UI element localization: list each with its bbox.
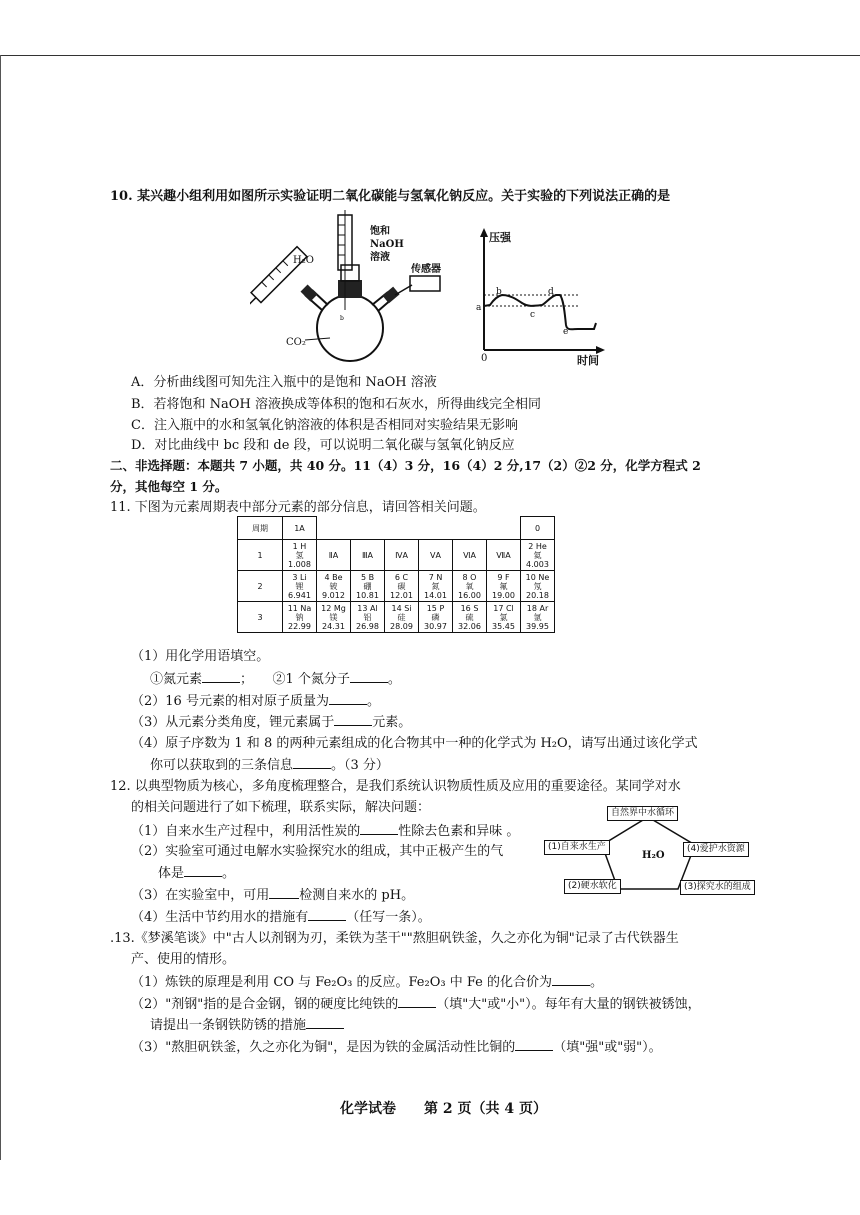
pt-element: 17 Cl 氯 35.45 — [487, 602, 521, 633]
q11-part3: （3）从元素分类角度，锂元素属于 元素。 — [131, 715, 412, 730]
pt-element: 9 F 氟 19.00 — [487, 571, 521, 602]
pt-element: 7 N 氮 14.01 — [419, 571, 453, 602]
q11-part1: （1）用化学用语填空。 — [131, 649, 270, 664]
pt-element-he: 2 He 氦 4.003 — [521, 540, 555, 571]
graph-xlabel: 时间 — [577, 354, 599, 367]
page-footer: 化学试卷 第 2 页（共 4 页） — [340, 1101, 547, 1117]
pt-element: 3 Li 锂 6.941 — [283, 571, 317, 602]
q11-part2: （2）16 号元素的相对原子质量为 。 — [131, 694, 380, 709]
label-co2: CO₂ — [286, 337, 306, 348]
pt-element: 13 Al 铝 26.98 — [351, 602, 385, 633]
pt-group-1a: 1A — [283, 517, 317, 540]
q10-option-b: B．若将饱和 NaOH 溶液换成等体积的饱和石灰水，所得曲线完全相同 — [131, 397, 541, 412]
q10-option-d: D．对比曲线中 bc 段和 de 段，可以说明二氧化碳与氢氧化钠反应 — [131, 438, 515, 453]
pt-group-7a: ⅦA — [487, 540, 521, 571]
pt-element: 8 O 氧 16.00 — [453, 571, 487, 602]
q10-stem: 10. 某兴趣小组利用如图所示实验证明二氧化碳能与氢氧化钠反应。关于实验的下列说法正确的是 — [110, 189, 671, 204]
q11-part1-line: ①氮元素 ； ②1 个氮分子 。 — [150, 672, 401, 687]
q11-part4: （4）原子序数为 1 和 8 的两种元素组成的化合物其中一种的化学式为 H₂O，请写出通过该化学式 — [131, 736, 698, 751]
pt-element: 6 C 碳 12.01 — [385, 571, 419, 602]
q10-option-a: A．分析曲线图可知先注入瓶中的是饱和 NaOH 溶液 — [131, 375, 437, 390]
pt-element: 14 Si 硅 28.09 — [385, 602, 419, 633]
pt-period-3: 3 — [238, 602, 283, 633]
section2-line2: 分，其他每空 1 分。 — [110, 479, 228, 494]
graph-point-b: b — [496, 287, 502, 297]
q12-part4: （4）生活中节约用水的措施有 （任写一条）。 — [131, 910, 431, 925]
section2-line1: 二、非选择题：本题共 7 小题，共 40 分。11（4）3 分，16（4）2 分,17（2）②2 分，化学方程式 2 — [110, 458, 701, 473]
q12-part2-line2: 体是 。 — [158, 866, 236, 881]
pt-element: 11 Na 钠 22.99 — [283, 602, 317, 633]
graph-point-c: c — [530, 310, 536, 320]
q13-part2-line2: 请提出一条钢铁防锈的措施 — [150, 1016, 344, 1035]
q13-stem-1: .13.《梦溪笔谈》中"古人以剂钢为刃，柔铁为茎干""熬胆矾铁釜，久之亦化为铜"记录了古代铁器生 — [110, 931, 679, 946]
label-naoh-2: NaOH — [370, 239, 404, 250]
label-naoh-1: 饱和 — [370, 226, 390, 237]
pt-period-1: 1 — [238, 540, 283, 571]
pt-element: 15 P 磷 30.97 — [419, 602, 453, 633]
q13-part1: （1）炼铁的原理是利用 CO 与 Fe₂O₃ 的反应。Fe₂O₃ 中 Fe 的化合价为 。 — [131, 975, 603, 990]
pentagon-left: (1)自来水生产 — [544, 840, 610, 855]
pt-element: 4 Be 铍 9.012 — [317, 571, 351, 602]
graph-ylabel: 压强 — [489, 231, 511, 244]
pentagon-bottom-right: (3)探究水的组成 — [680, 880, 755, 895]
periodic-table — [237, 516, 555, 633]
pt-element: 5 B 硼 10.81 — [351, 571, 385, 602]
pt-group-6a: ⅥA — [453, 540, 487, 571]
q12-part1: （1）自来水生产过程中，利用活性炭的 性除去色素和异味 。 — [131, 824, 520, 839]
pt-period-2: 2 — [238, 571, 283, 602]
q12-stem-1: 12. 以典型物质为核心，多角度梳理整合，是我们系统认识物质性质及应用的重要途径。某同学对水 — [110, 779, 681, 794]
pt-group-3a: ⅢA — [351, 540, 385, 571]
label-sensor: 传感器 — [411, 264, 441, 275]
q13-stem-2: 产、使用的情形。 — [131, 952, 236, 967]
pentagon-top: 自然界中水循环 — [607, 806, 678, 821]
apparatus-diagram — [250, 210, 450, 370]
pt-corner: 周期 — [238, 517, 283, 540]
q12-part3: （3）在实验室中，可用 检测自来水的 pH。 — [131, 888, 415, 903]
page-border-top — [0, 55, 860, 56]
q11-part4-line2: 你可以获取到的三条信息 。（3 分） — [150, 758, 389, 773]
q13-part2: （2）"剂钢"指的是合金钢，钢的硬度比纯铁的 （填"大"或"小"）。每年有大量的钢铁被锈蚀， — [131, 997, 701, 1012]
pt-element-h: 1 H 氢 1.008 — [283, 540, 317, 571]
svg-text:b: b — [340, 315, 344, 322]
pt-group-5a: ⅤA — [419, 540, 453, 571]
label-naoh-3: 溶液 — [370, 252, 390, 263]
pt-group-2a: ⅡA — [317, 540, 351, 571]
pt-element: 18 Ar 氩 39.95 — [521, 602, 555, 633]
q11-stem: 11. 下图为元素周期表中部分元素的部分信息，请回答相关问题。 — [110, 500, 486, 515]
graph-point-a: a — [476, 303, 482, 313]
q13-part3: （3）"熬胆矾铁釜，久之亦化为铜"，是因为铁的金属活动性比铜的 （填"强"或"弱"）。 — [131, 1040, 662, 1055]
pentagon-right: (4)爱护水资源 — [683, 842, 749, 857]
label-h2o: H₂O — [293, 255, 314, 266]
q12-part2: （2）实验室可通过电解水实验探究水的组成，其中正极产生的气 — [131, 844, 504, 859]
q12-stem-2: 的相关问题进行了如下梳理，联系实际，解决问题： — [131, 800, 431, 815]
q10-option-c: C．注入瓶中的水和氢氧化钠溶液的体积是否相同对实验结果无影响 — [131, 418, 518, 433]
pt-element: 12 Mg 镁 24.31 — [317, 602, 351, 633]
pt-group-0: 0 — [521, 517, 555, 540]
graph-point-e: e — [563, 327, 569, 337]
page-border-left — [0, 55, 1, 1160]
graph-origin: 0 — [481, 353, 488, 364]
pentagon-center: H₂O — [642, 850, 665, 861]
pentagon-bottom-left: (2)硬水软化 — [564, 879, 621, 894]
pt-element: 10 Ne 氖 20.18 — [521, 571, 555, 602]
pt-group-4a: ⅣA — [385, 540, 419, 571]
pt-element: 16 S 硫 32.06 — [453, 602, 487, 633]
graph-point-d: d — [548, 287, 554, 297]
